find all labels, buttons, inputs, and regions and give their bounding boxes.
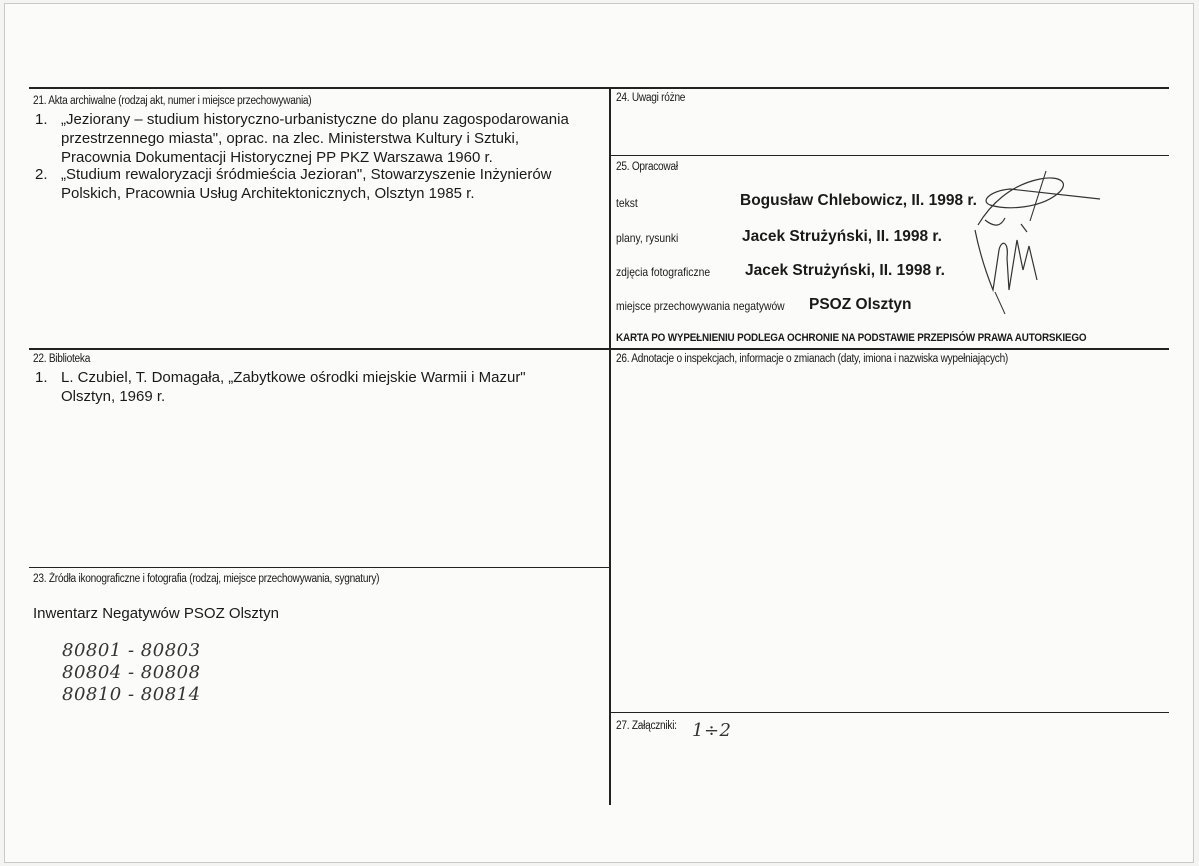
author-row-plans-value: Jacek Strużyński, II. 1998 r.	[742, 228, 942, 245]
handwritten-signatures-2: 80804 - 80808	[62, 662, 201, 683]
library-item-1-num: 1.	[35, 369, 48, 386]
attachments-handwritten: 1÷2	[692, 720, 732, 741]
divider-21-22	[29, 348, 1169, 350]
section-23-label: 23. Źródła ikonograficzne i fotografia (rodzaj, miejsce przechowywania, sygnatury)	[33, 573, 380, 585]
handwritten-signatures-1: 80801 - 80803	[62, 640, 201, 661]
author-row-photos-key: zdjęcia fotograficzne	[616, 265, 711, 279]
copyright-notice: KARTA PO WYPEŁNIENIU PODLEGA OCHRONIE NA PODSTAWIE PRZEPISÓW PRAWA AUTORSKIEGO	[616, 332, 1087, 344]
handwritten-signatures-3: 80810 - 80814	[62, 684, 201, 705]
author-row-text-key: tekst	[616, 196, 638, 210]
library-item-1	[35, 368, 605, 408]
archive-item-2-num: 2.	[35, 166, 48, 183]
archive-item-1-line-3: Pracownia Dokumentacji Historycznej PP PKZ Warszawa 1960 r.	[61, 149, 493, 166]
divider-24-25	[610, 155, 1169, 156]
section-21-label: 21. Akta archiwalne (rodzaj akt, numer i miejsce przechowywania)	[33, 95, 312, 107]
section-24-label: 24. Uwagi różne	[616, 92, 686, 104]
section-26-label: 26. Adnotacje o inspekcjach, informacje o zmianach (daty, imiona i nazwiska wypełniających)	[616, 353, 1009, 365]
center-divider	[609, 87, 611, 805]
author-row-text-value: Bogusław Chlebowicz, II. 1998 r.	[740, 192, 977, 209]
section-27-label: 27. Załączniki:	[616, 720, 677, 732]
archive-item-1-line-1: „Jeziorany – studium historyczno-urbanistyczne do planu zagospodarowania	[61, 111, 569, 128]
library-item-1-line-1: L. Czubiel, T. Domagała, „Zabytkowe ośrodki miejskie Warmii i Mazur"	[61, 369, 526, 386]
archive-item-1	[35, 110, 605, 170]
archive-item-2-line-2: Polskich, Pracownia Usług Architektonicznych, Olsztyn 1985 r.	[61, 185, 475, 202]
divider-22-23	[29, 567, 610, 568]
divider-26-27	[610, 712, 1169, 713]
archive-item-1-num: 1.	[35, 111, 48, 128]
section-22-label: 22. Biblioteka	[33, 353, 91, 365]
author-row-negatives-value: PSOZ Olsztyn	[809, 296, 912, 313]
author-row-plans-key: plany, rysunki	[616, 231, 679, 245]
negative-inventory-source: Inwentarz Negatywów PSOZ Olsztyn	[33, 605, 279, 622]
library-item-1-line-2: Olsztyn, 1969 r.	[61, 388, 166, 405]
top-border-line	[29, 87, 1169, 89]
author-row-negatives-key: miejsce przechowywania negatywów	[616, 299, 785, 313]
archive-item-1-line-2: przestrzennego miasta", oprac. na zlec. Ministerstwa Kultury i Sztuki,	[61, 130, 520, 147]
author-row-photos-value: Jacek Strużyński, II. 1998 r.	[745, 262, 945, 279]
archive-item-2	[35, 165, 605, 205]
archive-item-2-line-1: „Studium rewaloryzacji śródmieścia Jezioran", Stowarzyszenie Inżynierów	[61, 166, 552, 183]
signature-scribble-2	[965, 210, 1055, 320]
section-25-label: 25. Opracował	[616, 161, 678, 173]
